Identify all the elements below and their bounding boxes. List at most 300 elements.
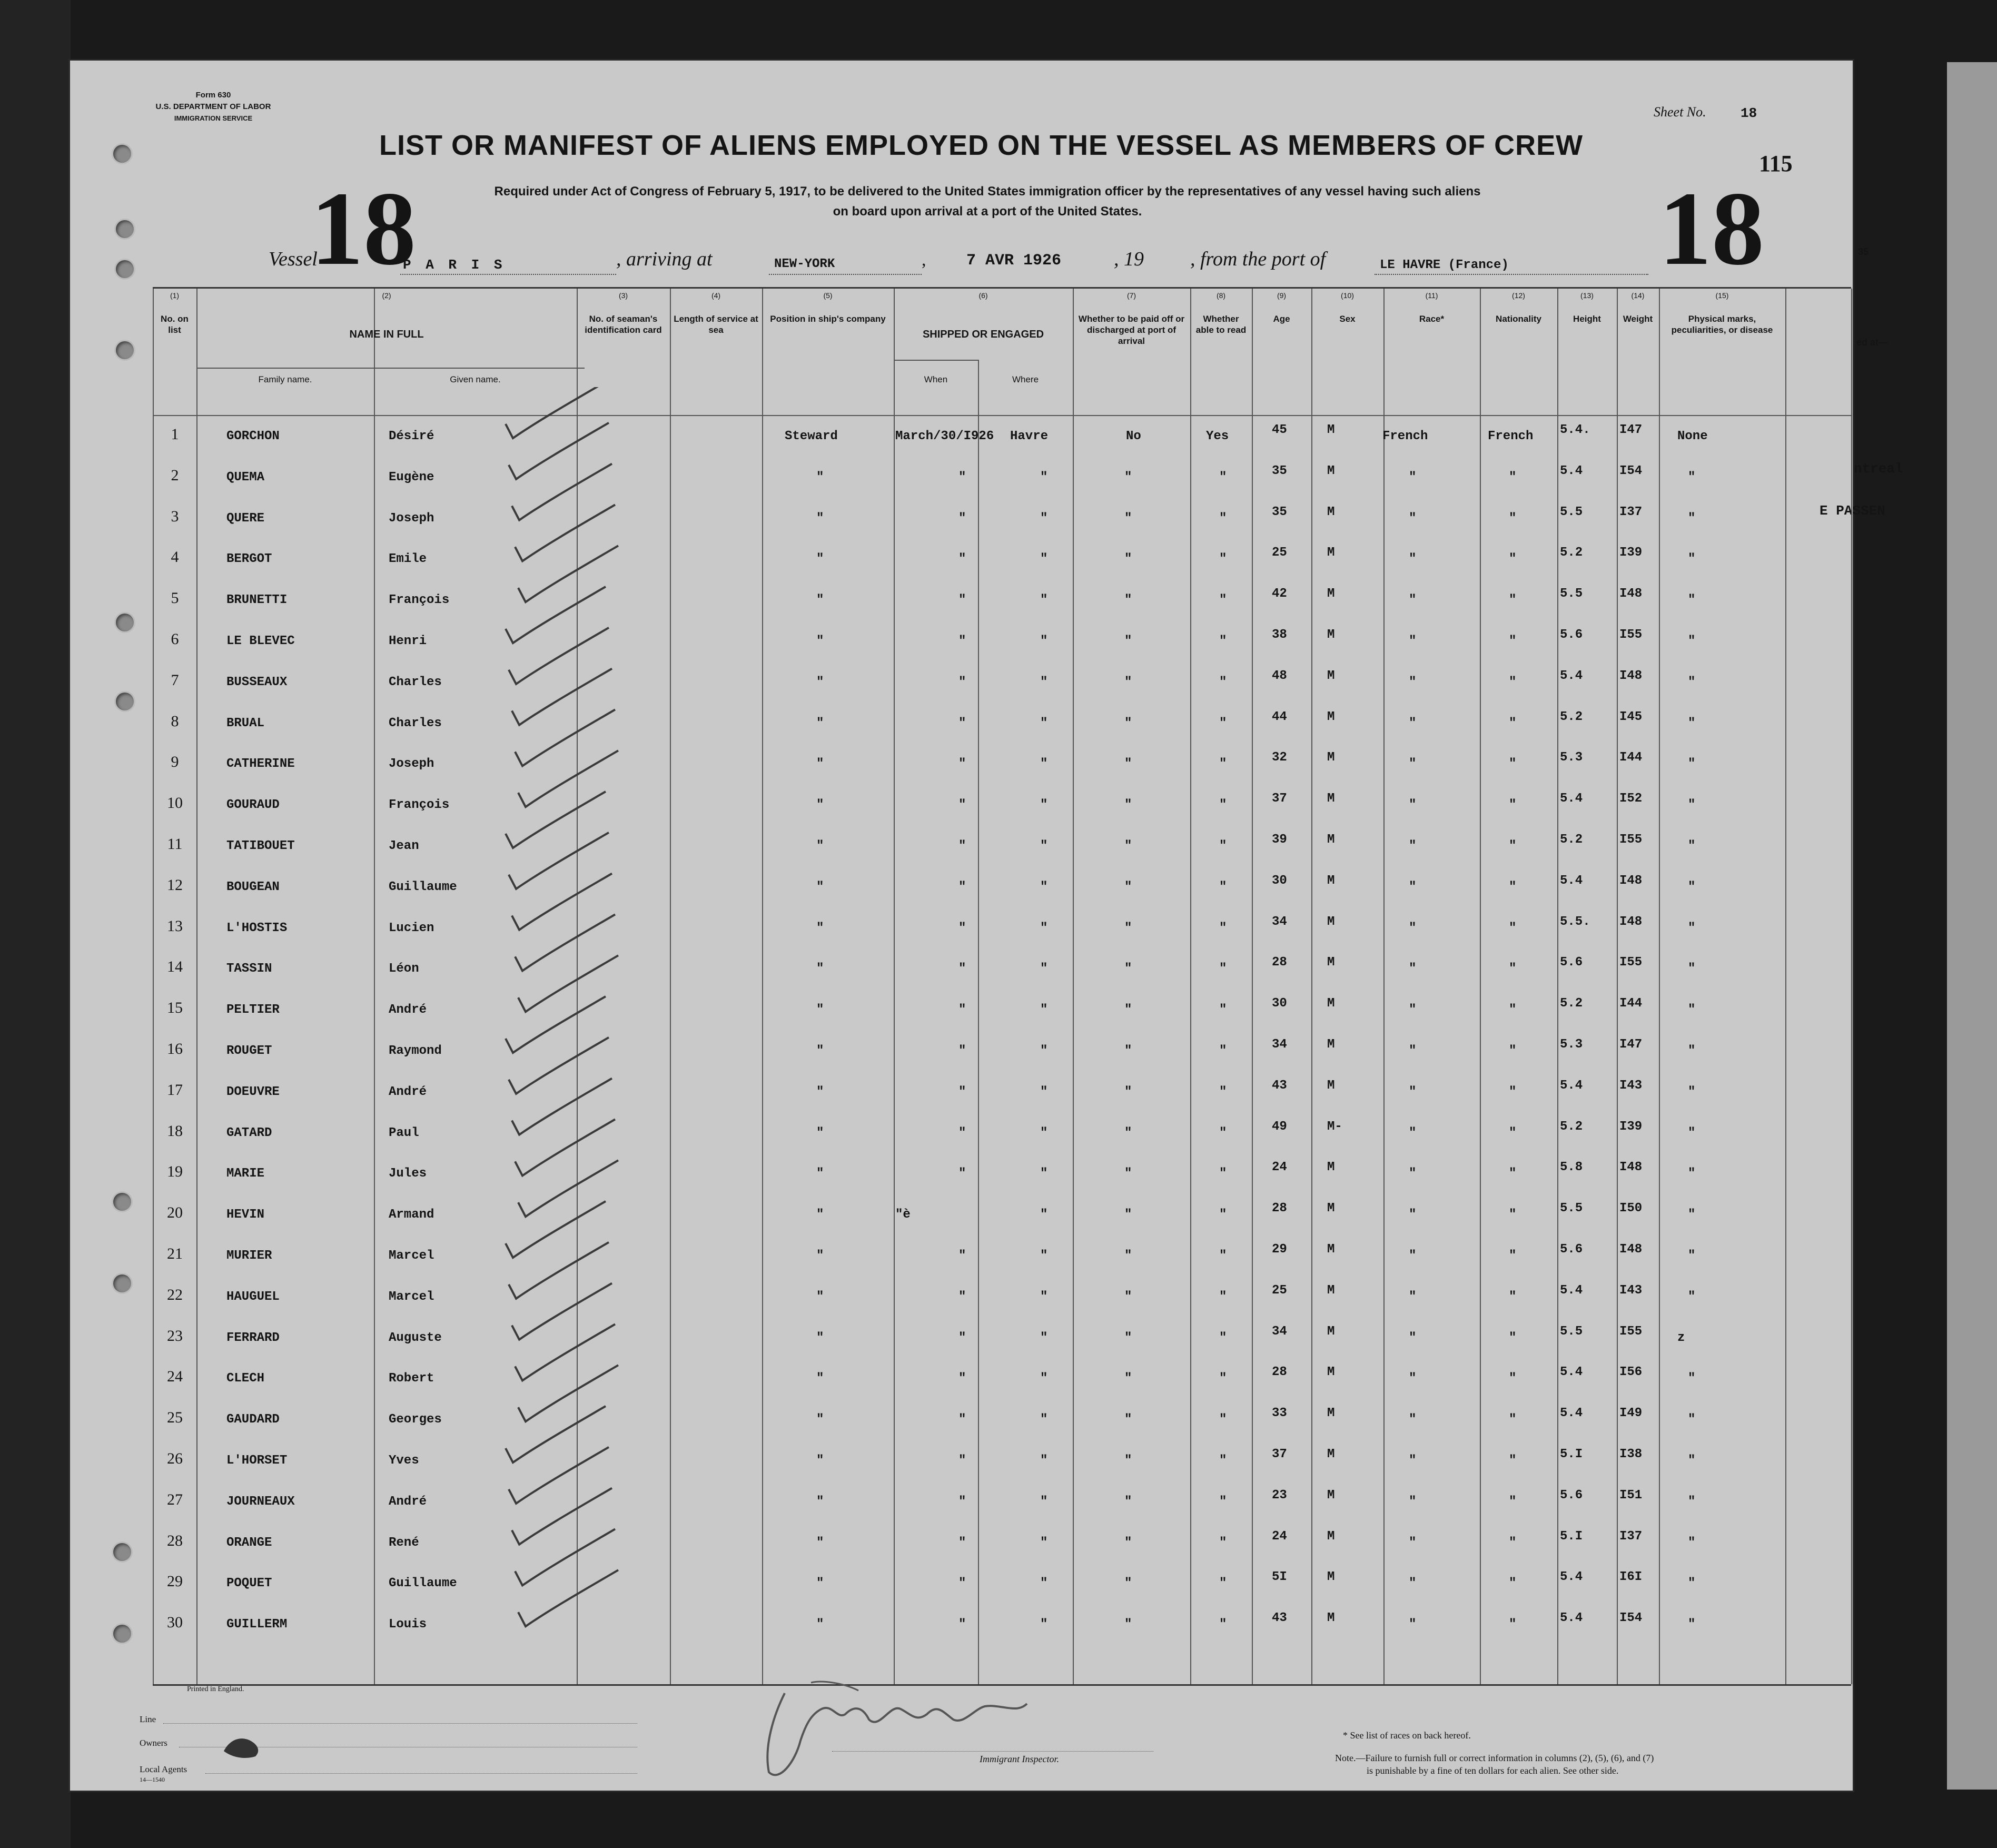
physical-marks-cell: " xyxy=(1688,757,1696,772)
row-number: 12 xyxy=(167,876,183,894)
from-port-label: , from the port of xyxy=(1190,248,1326,270)
physical-marks-cell: " xyxy=(1688,1208,1696,1222)
row-number: 1 xyxy=(171,426,179,443)
weight-cell: I50 xyxy=(1619,1201,1643,1216)
paid-off-cell: " xyxy=(1124,962,1132,976)
column-number: (10) xyxy=(1341,291,1354,300)
manifest-title: LIST OR MANIFEST OF ALIENS EMPLOYED ON THE VESSEL AS MEMBERS OF CREW xyxy=(379,130,1584,161)
height-cell: 5.I xyxy=(1560,1447,1583,1461)
race-cell: " xyxy=(1409,675,1417,689)
able-to-read-cell: " xyxy=(1219,1289,1227,1304)
age-cell: 35 xyxy=(1272,505,1287,519)
age-cell: 30 xyxy=(1272,996,1287,1011)
position-cell: " xyxy=(816,1330,824,1345)
able-to-read-cell: " xyxy=(1219,1167,1227,1181)
nationality-cell: " xyxy=(1509,962,1517,976)
row-number: 6 xyxy=(171,630,179,648)
paid-off-cell: " xyxy=(1124,1330,1132,1345)
row-number: 10 xyxy=(167,794,183,812)
race-cell: " xyxy=(1409,1330,1417,1345)
height-cell: 5.3 xyxy=(1560,750,1583,765)
column-number: (9) xyxy=(1277,291,1287,300)
age-cell: 43 xyxy=(1272,1078,1287,1093)
paid-off-cell: " xyxy=(1124,921,1132,935)
given-name-cell: Charles xyxy=(389,716,442,730)
column-header: Sex xyxy=(1339,314,1356,324)
given-name-cell: Jean xyxy=(389,839,419,853)
paid-off-cell: " xyxy=(1124,470,1132,485)
age-cell: 48 xyxy=(1272,668,1287,683)
able-to-read-cell: " xyxy=(1219,511,1227,526)
height-cell: 5.4 xyxy=(1560,668,1583,683)
nationality-cell: " xyxy=(1509,921,1517,935)
height-cell: 5.2 xyxy=(1560,996,1583,1011)
family-name-cell: HAUGUEL xyxy=(226,1289,280,1304)
able-to-read-cell: " xyxy=(1219,634,1227,648)
nationality-cell: " xyxy=(1509,798,1517,813)
department-name: U.S. DEPARTMENT OF LABOR xyxy=(155,102,271,111)
able-to-read-cell: " xyxy=(1219,593,1227,608)
position-cell: " xyxy=(816,1249,824,1263)
row-number: 13 xyxy=(167,917,183,935)
paid-off-cell: " xyxy=(1124,1454,1132,1468)
inspector-underline xyxy=(832,1751,1153,1752)
row-number: 16 xyxy=(167,1040,183,1058)
position-cell: Steward xyxy=(785,429,838,443)
sheet-number-large-left: 18 xyxy=(311,171,416,287)
age-cell: 25 xyxy=(1272,1283,1287,1298)
height-cell: 5.6 xyxy=(1560,628,1583,642)
row-number: 3 xyxy=(171,507,179,525)
age-cell: 34 xyxy=(1272,914,1287,929)
paid-off-cell: " xyxy=(1124,1617,1132,1632)
sex-cell: M xyxy=(1327,914,1335,929)
paid-off-cell: " xyxy=(1124,1003,1132,1017)
column-header: No. on list xyxy=(161,314,189,335)
nationality-cell: " xyxy=(1509,1084,1517,1099)
family-name-cell: BOUGEAN xyxy=(226,879,280,894)
manifest-subtitle xyxy=(300,182,1675,222)
shipped-when-cell: " xyxy=(958,552,966,567)
punch-hole xyxy=(116,260,134,278)
family-name-cell: JOURNEAUX xyxy=(226,1494,295,1509)
paid-off-cell: " xyxy=(1124,1412,1132,1427)
column-header: Race* xyxy=(1419,314,1445,324)
shipped-where-cell: " xyxy=(1040,1249,1048,1263)
shipped-when-cell: " xyxy=(958,1412,966,1427)
punch-hole xyxy=(113,145,131,163)
row-number: 4 xyxy=(171,548,179,566)
sex-cell: M xyxy=(1327,750,1335,765)
nationality-cell: " xyxy=(1509,1208,1517,1222)
sheet-number-large-right: 18 xyxy=(1659,171,1764,287)
column-number: (12) xyxy=(1512,291,1525,300)
shipped-where-cell: " xyxy=(1040,1289,1048,1304)
height-cell: 5.8 xyxy=(1560,1160,1583,1175)
given-name-cell: Eugène xyxy=(389,470,434,485)
physical-marks-cell: " xyxy=(1688,1084,1696,1099)
able-to-read-cell: Yes xyxy=(1206,429,1229,443)
race-cell: " xyxy=(1409,1535,1417,1550)
column-header: Position in ship's company xyxy=(770,314,886,324)
able-to-read-cell: " xyxy=(1219,1330,1227,1345)
column-number: (4) xyxy=(711,291,721,300)
row-number: 17 xyxy=(167,1081,183,1099)
race-cell: " xyxy=(1409,1125,1417,1140)
weight-cell: I6I xyxy=(1619,1570,1643,1585)
family-name-cell: MURIER xyxy=(226,1249,272,1263)
paid-off-cell: " xyxy=(1124,716,1132,730)
weight-cell: I38 xyxy=(1619,1447,1643,1461)
subtitle-line-2: on board upon arrival at a port of the United States. xyxy=(833,204,1142,219)
printed-in-england: Printed in England. xyxy=(187,1685,244,1693)
physical-marks-cell: " xyxy=(1688,716,1696,730)
sex-cell: M xyxy=(1327,1078,1335,1093)
race-cell: " xyxy=(1409,716,1417,730)
able-to-read-cell: " xyxy=(1219,1371,1227,1386)
row-number: 23 xyxy=(167,1327,183,1345)
sex-cell: M xyxy=(1327,463,1335,478)
height-cell: 5.4. xyxy=(1560,423,1590,437)
physical-marks-cell: " xyxy=(1688,1535,1696,1550)
position-cell: " xyxy=(816,1371,824,1386)
from-port-underline xyxy=(1375,274,1648,275)
row-number: 19 xyxy=(167,1163,183,1181)
arrival-date-stamp: 7 AVR 1926 xyxy=(966,252,1062,270)
family-name-cell: GAUDARD xyxy=(226,1412,280,1427)
age-cell: 25 xyxy=(1272,546,1287,560)
height-cell: 5.5 xyxy=(1560,587,1583,601)
sex-cell: M xyxy=(1327,1283,1335,1298)
family-name-cell: FERRARD xyxy=(226,1330,280,1345)
race-cell: " xyxy=(1409,552,1417,567)
sex-cell: M xyxy=(1327,833,1335,847)
age-cell: 45 xyxy=(1272,423,1287,437)
able-to-read-cell: " xyxy=(1219,839,1227,853)
shipped-when-cell: " xyxy=(958,634,966,648)
line-label: Line xyxy=(140,1714,156,1724)
family-name-cell: DOEUVRE xyxy=(226,1084,280,1099)
age-cell: 37 xyxy=(1272,1447,1287,1461)
shipped-where-cell: " xyxy=(1040,1617,1048,1632)
sex-cell: M xyxy=(1327,996,1335,1011)
family-name-cell: GUILLERM xyxy=(226,1617,288,1632)
shipped-when-cell: " xyxy=(958,1617,966,1632)
shipped-when-cell: " xyxy=(958,798,966,813)
race-cell: " xyxy=(1409,1494,1417,1509)
physical-marks-cell: " xyxy=(1688,1371,1696,1386)
paid-off-cell: " xyxy=(1124,675,1132,689)
age-cell: 23 xyxy=(1272,1488,1287,1503)
family-name-cell: ROUGET xyxy=(226,1044,272,1058)
age-cell: 39 xyxy=(1272,833,1287,847)
row-number: 2 xyxy=(171,466,179,484)
race-cell: " xyxy=(1409,470,1417,485)
given-name-cell: Raymond xyxy=(389,1044,442,1058)
able-to-read-cell: " xyxy=(1219,1617,1227,1632)
weight-cell: I54 xyxy=(1619,1611,1643,1626)
paid-off-cell: " xyxy=(1124,1208,1132,1222)
height-cell: 5.5 xyxy=(1560,505,1583,519)
height-cell: 5.2 xyxy=(1560,546,1583,560)
race-cell: " xyxy=(1409,1044,1417,1058)
edge-text: ntreal xyxy=(1854,461,1903,477)
shipped-where-cell: " xyxy=(1040,1003,1048,1017)
nationality-cell: French xyxy=(1488,429,1534,443)
position-cell: " xyxy=(816,1412,824,1427)
nationality-cell: " xyxy=(1509,1576,1517,1591)
family-name-cell: QUERE xyxy=(226,511,265,526)
able-to-read-cell: " xyxy=(1219,675,1227,689)
position-cell: " xyxy=(816,879,824,894)
paid-off-cell: " xyxy=(1124,1125,1132,1140)
age-cell: 28 xyxy=(1272,1201,1287,1216)
vessel-underline xyxy=(400,274,616,275)
position-cell: " xyxy=(816,962,824,976)
paid-off-cell: " xyxy=(1124,1371,1132,1386)
paid-off-cell: " xyxy=(1124,593,1132,608)
row-number: 21 xyxy=(167,1245,183,1262)
shipped-where-cell: " xyxy=(1040,1125,1048,1140)
shipped-when-cell: " xyxy=(958,962,966,976)
age-cell: 44 xyxy=(1272,709,1287,724)
shipped-where-cell: " xyxy=(1040,675,1048,689)
row-number: 8 xyxy=(171,712,179,730)
age-cell: 28 xyxy=(1272,955,1287,970)
paid-off-cell: " xyxy=(1124,511,1132,526)
arriving-port: NEW-YORK xyxy=(774,257,835,271)
height-cell: 5.4 xyxy=(1560,1611,1583,1626)
nationality-cell: " xyxy=(1509,1125,1517,1140)
race-cell: " xyxy=(1409,839,1417,853)
paid-off-cell: " xyxy=(1124,1167,1132,1181)
position-cell: " xyxy=(816,593,824,608)
paid-off-cell: " xyxy=(1124,1044,1132,1058)
paid-off-cell: No xyxy=(1126,429,1141,443)
given-name-cell: Guillaume xyxy=(389,879,457,894)
shipped-when-cell: " xyxy=(958,675,966,689)
row-number: 29 xyxy=(167,1573,183,1590)
given-name-cell: Henri xyxy=(389,634,427,648)
weight-cell: I39 xyxy=(1619,1119,1643,1134)
physical-marks-cell: " xyxy=(1688,879,1696,894)
race-cell: " xyxy=(1409,1371,1417,1386)
shipped-where-cell: " xyxy=(1040,1330,1048,1345)
family-name-cell: TATIBOUET xyxy=(226,839,295,853)
sex-cell: M xyxy=(1327,505,1335,519)
form-header-block xyxy=(145,90,282,124)
nationality-cell: " xyxy=(1509,1617,1517,1632)
paid-off-cell: " xyxy=(1124,1494,1132,1509)
able-to-read-cell: " xyxy=(1219,1494,1227,1509)
race-cell: " xyxy=(1409,1208,1417,1222)
check-mark xyxy=(506,792,606,848)
sex-cell: M xyxy=(1327,668,1335,683)
physical-marks-cell: " xyxy=(1688,921,1696,935)
age-cell: 28 xyxy=(1272,1365,1287,1380)
physical-marks-cell: " xyxy=(1688,1003,1696,1017)
able-to-read-cell: " xyxy=(1219,1454,1227,1468)
nationality-cell: " xyxy=(1509,470,1517,485)
family-name-cell: BRUAL xyxy=(226,716,265,730)
fine-note-line-2: is punishable by a fine of ten dollars for each alien. See other side. xyxy=(1367,1765,1619,1776)
check-mark xyxy=(506,587,606,643)
punch-hole xyxy=(113,1543,131,1561)
column-number: (15) xyxy=(1715,291,1729,300)
family-name-cell: TASSIN xyxy=(226,962,272,976)
height-cell: 5.4 xyxy=(1560,1406,1583,1421)
position-cell: " xyxy=(816,1044,824,1058)
agents-underline xyxy=(205,1773,637,1774)
height-cell: 5.4 xyxy=(1560,792,1583,806)
family-name-cell: GOURAUD xyxy=(226,798,280,813)
race-cell: " xyxy=(1409,1249,1417,1263)
check-marks xyxy=(495,387,716,1662)
paid-off-cell: " xyxy=(1124,839,1132,853)
physical-marks-cell: " xyxy=(1688,1454,1696,1468)
shipped-when-cell: " xyxy=(958,716,966,730)
race-cell: " xyxy=(1409,1617,1417,1632)
arriving-label: , arriving at xyxy=(616,248,713,270)
paid-off-cell: " xyxy=(1124,879,1132,894)
able-to-read-cell: " xyxy=(1219,962,1227,976)
weight-cell: I48 xyxy=(1619,587,1643,601)
shipped-when-cell: " xyxy=(958,511,966,526)
weight-cell: I37 xyxy=(1619,1529,1643,1544)
family-name-cell: GORCHON xyxy=(226,429,280,443)
height-cell: 5.4 xyxy=(1560,1365,1583,1380)
age-cell: 42 xyxy=(1272,587,1287,601)
next-page-edge xyxy=(1947,62,1997,1790)
race-cell: " xyxy=(1409,962,1417,976)
race-cell: " xyxy=(1409,593,1417,608)
sex-cell: M xyxy=(1327,1324,1335,1339)
height-cell: 5.4 xyxy=(1560,1078,1583,1093)
given-name-cell: Paul xyxy=(389,1125,419,1140)
column-header: Physical marks, peculiarities, or disease xyxy=(1671,314,1773,335)
physical-marks-cell: " xyxy=(1688,798,1696,813)
height-cell: 5.6 xyxy=(1560,1488,1583,1503)
given-name-cell: Jules xyxy=(389,1167,427,1181)
sex-cell: M xyxy=(1327,546,1335,560)
position-cell: " xyxy=(816,511,824,526)
given-name-cell: André xyxy=(389,1494,427,1509)
height-cell: 5.4 xyxy=(1560,1283,1583,1298)
subtitle-line-1: Required under Act of Congress of February 5, 1917, to be delivered to the United States immigration officer by the representatives of any vessel having such aliens xyxy=(494,184,1481,199)
given-name-cell: Auguste xyxy=(389,1330,442,1345)
shipped-where-cell: " xyxy=(1040,839,1048,853)
shipped-when-cell: " xyxy=(958,1003,966,1017)
ink-blot xyxy=(219,1730,266,1762)
edge-text: 35 xyxy=(1858,246,1869,257)
physical-marks-cell: " xyxy=(1688,1576,1696,1591)
weight-cell: I43 xyxy=(1619,1283,1643,1298)
physical-marks-cell: " xyxy=(1688,675,1696,689)
form-number: Form 630 xyxy=(195,91,231,100)
shipped-when-cell: " xyxy=(958,1084,966,1099)
sex-cell: M xyxy=(1327,1037,1335,1052)
physical-marks-cell: " xyxy=(1688,634,1696,648)
column-number: (8) xyxy=(1216,291,1226,300)
able-to-read-cell: " xyxy=(1219,470,1227,485)
column-number: (5) xyxy=(823,291,833,300)
race-cell: " xyxy=(1409,757,1417,772)
shipped-when-cell: " xyxy=(958,921,966,935)
family-name-cell: CLECH xyxy=(226,1371,265,1386)
paid-off-cell: " xyxy=(1124,1576,1132,1591)
year-label: , 19 xyxy=(1114,248,1144,270)
row-number: 15 xyxy=(167,999,183,1017)
shipped-where-cell: " xyxy=(1040,511,1048,526)
nationality-cell: " xyxy=(1509,511,1517,526)
paid-off-cell: " xyxy=(1124,1084,1132,1099)
physical-marks-cell: " xyxy=(1688,1412,1696,1427)
shipped-when-cell: " xyxy=(958,839,966,853)
physical-marks-cell: " xyxy=(1688,1289,1696,1304)
position-cell: " xyxy=(816,1084,824,1099)
given-name-cell: Georges xyxy=(389,1412,442,1427)
position-cell: " xyxy=(816,1535,824,1550)
age-cell: 35 xyxy=(1272,463,1287,478)
inspector-label: Immigrant Inspector. xyxy=(980,1754,1059,1764)
shipped-where-cell: " xyxy=(1040,1494,1048,1509)
family-name-cell: MARIE xyxy=(226,1167,265,1181)
race-cell: " xyxy=(1409,634,1417,648)
height-cell: 5.6 xyxy=(1560,955,1583,970)
row-number: 25 xyxy=(167,1409,183,1427)
column-header: Whether to be paid off or discharged at port of arrival xyxy=(1078,314,1185,346)
punch-hole xyxy=(116,220,134,238)
shipped-where-cell: " xyxy=(1040,757,1048,772)
physical-marks-cell: " xyxy=(1688,962,1696,976)
race-cell: " xyxy=(1409,1454,1417,1468)
given-name-cell: Désiré xyxy=(389,429,434,443)
able-to-read-cell: " xyxy=(1219,879,1227,894)
nationality-cell: " xyxy=(1509,716,1517,730)
weight-cell: I47 xyxy=(1619,423,1643,437)
position-cell: " xyxy=(816,1208,824,1222)
given-name-cell: Robert xyxy=(389,1371,434,1386)
column-number: (1) xyxy=(170,291,180,300)
nationality-cell: " xyxy=(1509,839,1517,853)
shipped-where-cell: " xyxy=(1040,1371,1048,1386)
check-mark xyxy=(506,1406,606,1462)
physical-marks-cell: " xyxy=(1688,511,1696,526)
sex-cell: M xyxy=(1327,1529,1335,1544)
given-name-cell: Charles xyxy=(389,675,442,689)
able-to-read-cell: " xyxy=(1219,921,1227,935)
physical-marks-cell: " xyxy=(1688,552,1696,567)
able-to-read-cell: " xyxy=(1219,798,1227,813)
height-cell: 5.4 xyxy=(1560,1570,1583,1585)
age-cell: 30 xyxy=(1272,873,1287,888)
paid-off-cell: " xyxy=(1124,634,1132,648)
weight-cell: I55 xyxy=(1619,628,1643,642)
local-agents-label: Local Agents xyxy=(140,1764,187,1774)
column-subheader: When xyxy=(924,374,948,384)
weight-cell: I48 xyxy=(1619,668,1643,683)
sex-cell: M xyxy=(1327,1611,1335,1626)
punch-hole xyxy=(113,1274,131,1292)
manifest-table xyxy=(153,287,1851,1686)
physical-marks-cell: " xyxy=(1688,1494,1696,1509)
weight-cell: I54 xyxy=(1619,463,1643,478)
shipped-where-cell: " xyxy=(1040,1412,1048,1427)
weight-cell: I44 xyxy=(1619,750,1643,765)
given-name-cell: René xyxy=(389,1535,419,1550)
able-to-read-cell: " xyxy=(1219,1044,1227,1058)
sheet-number: 18 xyxy=(1741,105,1757,121)
